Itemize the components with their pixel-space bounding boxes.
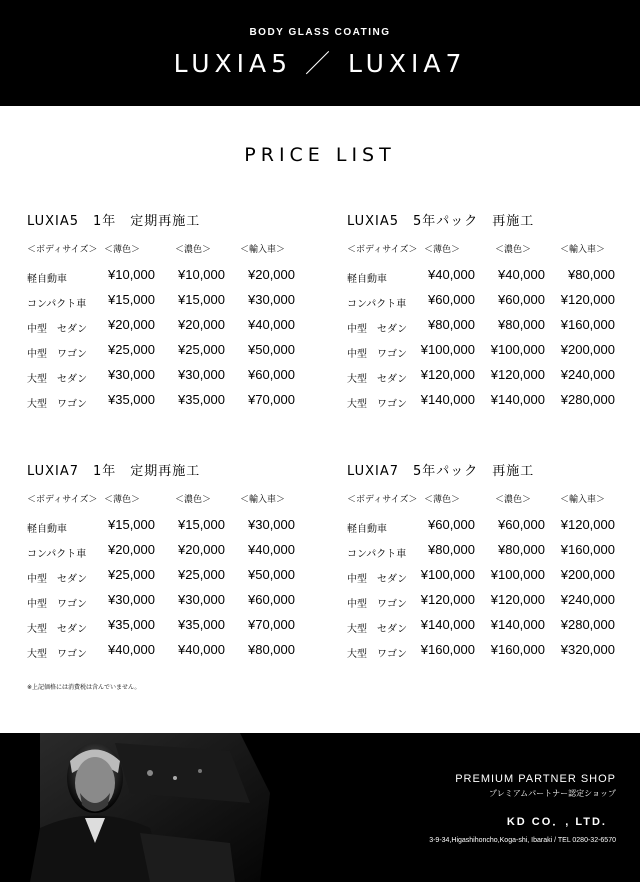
price-cell: ¥280,000	[560, 392, 615, 407]
price-cell: ¥80,000	[498, 542, 545, 557]
body-size-cell: 中型 ワゴン	[347, 599, 407, 610]
body-size-cell: コンパクト車	[347, 299, 407, 310]
table-row	[27, 517, 327, 537]
table-row	[347, 342, 640, 362]
price-cell: ¥80,000	[498, 317, 545, 332]
price-table-title: LUXIA7 5年パック 再施工	[347, 464, 535, 479]
column-header: ＜濃色＞	[495, 495, 532, 505]
column-header: ＜薄色＞	[104, 245, 141, 255]
price-cell: ¥25,000	[178, 342, 225, 357]
price-cell: ¥10,000	[108, 267, 155, 282]
price-cell: ¥40,000	[498, 267, 545, 282]
price-cell: ¥40,000	[178, 642, 225, 657]
body-size-cell: コンパクト車	[27, 549, 87, 560]
price-cell: ¥80,000	[568, 267, 615, 282]
header-banner	[0, 0, 640, 106]
price-cell: ¥160,000	[560, 317, 615, 332]
price-cell: ¥50,000	[248, 342, 295, 357]
body-size-cell: 大型 セダン	[347, 374, 408, 385]
price-cell: ¥15,000	[178, 292, 225, 307]
price-cell: ¥20,000	[178, 317, 225, 332]
table-row	[347, 392, 640, 412]
price-cell: ¥30,000	[178, 367, 225, 382]
column-header: ＜薄色＞	[104, 495, 141, 505]
table-row	[347, 292, 640, 312]
price-cell: ¥35,000	[178, 392, 225, 407]
price-cell: ¥60,000	[498, 292, 545, 307]
body-size-cell: 大型 ワゴン	[347, 649, 407, 660]
price-cell: ¥60,000	[498, 517, 545, 532]
table-row	[27, 392, 327, 412]
column-header: ＜薄色＞	[424, 245, 461, 255]
body-size-cell: 中型 ワゴン	[27, 349, 87, 360]
table-row	[347, 367, 640, 387]
price-cell: ¥160,000	[490, 642, 545, 657]
price-cell: ¥15,000	[178, 517, 225, 532]
price-cell: ¥240,000	[560, 592, 615, 607]
body-size-cell: 中型 ワゴン	[27, 599, 87, 610]
price-cell: ¥25,000	[108, 567, 155, 582]
price-cell: ¥25,000	[108, 342, 155, 357]
price-cell: ¥35,000	[178, 617, 225, 632]
price-cell: ¥80,000	[248, 642, 295, 657]
price-cell: ¥160,000	[560, 542, 615, 557]
price-cell: ¥160,000	[420, 642, 475, 657]
tax-note: ※上記価格には消費税は含んでいません。	[27, 684, 141, 691]
body-size-cell: 軽自動車	[347, 524, 387, 535]
price-cell: ¥30,000	[248, 292, 295, 307]
price-cell: ¥140,000	[420, 392, 475, 407]
footer-company: KD CO．, LTD.	[506, 816, 607, 828]
column-header: ＜輸入車＞	[240, 245, 286, 255]
table-row	[27, 542, 327, 562]
price-cell: ¥140,000	[420, 617, 475, 632]
table-row	[27, 317, 327, 337]
price-cell: ¥50,000	[248, 567, 295, 582]
body-size-cell: 大型 セダン	[27, 624, 88, 635]
price-cell: ¥70,000	[248, 392, 295, 407]
man-in-car-photo	[0, 733, 300, 882]
header-subtitle: BODY GLASS COATING	[249, 27, 391, 38]
footer-shop-en: PREMIUM PARTNER SHOP	[455, 773, 616, 785]
price-cell: ¥200,000	[560, 567, 615, 582]
table-row	[27, 367, 327, 387]
price-cell: ¥100,000	[490, 567, 545, 582]
price-cell: ¥320,000	[560, 642, 615, 657]
table-row	[347, 317, 640, 337]
body-size-cell: 大型 ワゴン	[347, 399, 407, 410]
column-header: ＜輸入車＞	[240, 495, 286, 505]
table-row	[27, 592, 327, 612]
body-size-cell: 軽自動車	[27, 274, 67, 285]
price-table-title: LUXIA5 1年 定期再施工	[27, 214, 201, 229]
price-cell: ¥30,000	[108, 367, 155, 382]
price-cell: ¥40,000	[248, 542, 295, 557]
price-table-title: LUXIA5 5年パック 再施工	[347, 214, 535, 229]
body-size-cell: 軽自動車	[27, 524, 67, 535]
table-row	[347, 617, 640, 637]
body-size-cell: 中型 セダン	[27, 324, 88, 335]
table-row	[347, 517, 640, 537]
column-header: ＜ボディサイズ＞	[27, 245, 98, 255]
price-cell: ¥20,000	[108, 317, 155, 332]
column-header: ＜濃色＞	[175, 245, 212, 255]
price-table-title: LUXIA7 1年 定期再施工	[27, 464, 201, 479]
price-cell: ¥140,000	[490, 617, 545, 632]
body-size-cell: 軽自動車	[347, 274, 387, 285]
table-row	[27, 642, 327, 662]
price-cell: ¥60,000	[248, 367, 295, 382]
price-cell: ¥10,000	[178, 267, 225, 282]
price-cell: ¥20,000	[178, 542, 225, 557]
price-cell: ¥30,000	[248, 517, 295, 532]
price-cell: ¥40,000	[108, 642, 155, 657]
column-header: ＜輸入車＞	[560, 245, 606, 255]
price-cell: ¥120,000	[560, 292, 615, 307]
footer-address: 3-9-34,Higashihoncho,Koga-shi, Ibaraki / TEL 0280-32-6570	[429, 837, 616, 844]
table-row	[27, 342, 327, 362]
body-size-cell: コンパクト車	[27, 299, 87, 310]
column-header: ＜輸入車＞	[560, 495, 606, 505]
column-header: ＜ボディサイズ＞	[27, 495, 98, 505]
table-row	[347, 567, 640, 587]
price-cell: ¥15,000	[108, 517, 155, 532]
price-cell: ¥30,000	[108, 592, 155, 607]
page-title: PRICE LIST	[244, 144, 396, 166]
price-cell: ¥120,000	[560, 517, 615, 532]
body-size-cell: 中型 セダン	[347, 324, 408, 335]
price-cell: ¥25,000	[178, 567, 225, 582]
price-cell: ¥100,000	[490, 342, 545, 357]
price-cell: ¥30,000	[178, 592, 225, 607]
column-header: ＜薄色＞	[424, 495, 461, 505]
column-header: ＜濃色＞	[495, 245, 532, 255]
price-cell: ¥120,000	[420, 367, 475, 382]
price-cell: ¥120,000	[490, 592, 545, 607]
price-cell: ¥40,000	[248, 317, 295, 332]
body-size-cell: コンパクト車	[347, 549, 407, 560]
price-cell: ¥120,000	[490, 367, 545, 382]
table-row	[27, 292, 327, 312]
price-cell: ¥15,000	[108, 292, 155, 307]
price-cell: ¥200,000	[560, 342, 615, 357]
price-cell: ¥80,000	[428, 542, 475, 557]
body-size-cell: 中型 セダン	[347, 574, 408, 585]
price-cell: ¥280,000	[560, 617, 615, 632]
body-size-cell: 大型 セダン	[27, 374, 88, 385]
price-cell: ¥60,000	[248, 592, 295, 607]
price-cell: ¥80,000	[428, 317, 475, 332]
price-cell: ¥60,000	[428, 292, 475, 307]
price-cell: ¥100,000	[420, 342, 475, 357]
price-cell: ¥70,000	[248, 617, 295, 632]
body-size-cell: 中型 ワゴン	[347, 349, 407, 360]
body-size-cell: 大型 ワゴン	[27, 649, 87, 660]
footer-banner	[0, 733, 640, 882]
price-cell: ¥120,000	[420, 592, 475, 607]
price-cell: ¥240,000	[560, 367, 615, 382]
table-row	[347, 542, 640, 562]
table-row	[27, 567, 327, 587]
price-cell: ¥20,000	[108, 542, 155, 557]
column-header: ＜ボディサイズ＞	[347, 245, 418, 255]
body-size-cell: 中型 セダン	[27, 574, 88, 585]
body-size-cell: 大型 セダン	[347, 624, 408, 635]
price-cell: ¥100,000	[420, 567, 475, 582]
table-row	[347, 592, 640, 612]
price-cell: ¥35,000	[108, 617, 155, 632]
price-cell: ¥140,000	[490, 392, 545, 407]
footer-shop-ja: プレミアムパートナー認定ショップ	[489, 789, 616, 798]
price-cell: ¥60,000	[428, 517, 475, 532]
price-cell: ¥40,000	[428, 267, 475, 282]
column-header: ＜ボディサイズ＞	[347, 495, 418, 505]
table-row	[27, 617, 327, 637]
column-header: ＜濃色＞	[175, 495, 212, 505]
table-row	[347, 267, 640, 287]
body-size-cell: 大型 ワゴン	[27, 399, 87, 410]
price-cell: ¥20,000	[248, 267, 295, 282]
price-cell: ¥35,000	[108, 392, 155, 407]
table-row	[27, 267, 327, 287]
table-row	[347, 642, 640, 662]
header-brand: LUXIA5 ／ LUXIA7	[173, 49, 467, 78]
